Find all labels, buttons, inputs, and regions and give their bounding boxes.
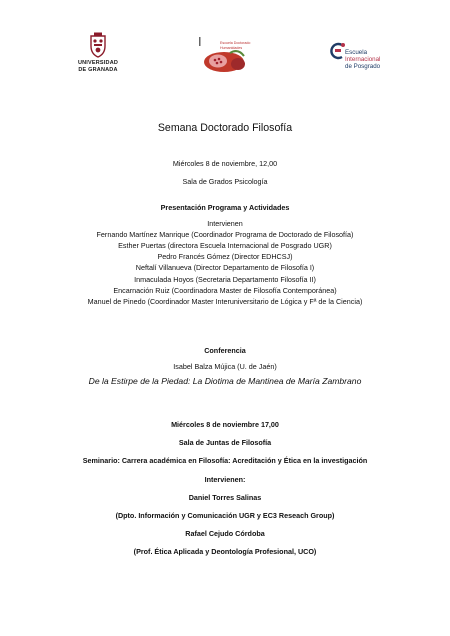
session2-speaker1: Daniel Torres Salinas bbox=[188, 492, 262, 502]
speaker-line: Neftalí Villanueva (Director Departamento de Filosofía I) bbox=[135, 263, 315, 273]
session1-place: Sala de Grados Psicología bbox=[182, 177, 268, 187]
pomegranate-logo bbox=[194, 34, 254, 74]
speaker-line: Manuel de Pinedo (Coordinador Master Interuniversitario de Lógica y Fª de la Ciencia) bbox=[87, 297, 363, 307]
session1-block bbox=[0, 158, 450, 307]
session2-speaker2: Rafael Cejudo Córdoba bbox=[185, 529, 265, 539]
session2-speaker2-affiliation: (Prof. Ética Aplicada y Deontología Profesional, UCO) bbox=[133, 547, 317, 557]
session2-intervienen: Intervienen: bbox=[204, 474, 246, 484]
epg-mark-icon bbox=[327, 41, 347, 61]
speaker-line: Pedro Francés Gómez (Director EDHCSJ) bbox=[157, 252, 293, 262]
ugr-logo-text: UNIVERSIDAD DE GRANADA bbox=[77, 60, 119, 73]
session1-date: Miércoles 8 de noviembre, 12,00 bbox=[172, 159, 278, 168]
session2-date: Miércoles 8 de noviembre 17,00 bbox=[171, 420, 279, 429]
epg-logo bbox=[327, 41, 399, 77]
ugr-crest-icon bbox=[87, 32, 109, 58]
session1-heading: Presentación Programa y Actividades bbox=[160, 203, 290, 213]
speaker-line: Esther Puertas (directora Escuela Internacional de Posgrado UGR) bbox=[118, 241, 332, 251]
page-title: Semana Doctorado Filosofía bbox=[157, 122, 293, 134]
conference-title: De la Estirpe de la Piedad: La Diotima de Mantinea de María Zambrano bbox=[88, 376, 362, 387]
session2-block bbox=[0, 419, 450, 558]
pomegranate-caption: Escuela Doctorado Humanidades bbox=[220, 41, 251, 50]
ugr-logo bbox=[70, 32, 126, 73]
title-block bbox=[0, 122, 450, 134]
conference-heading: Conferencia bbox=[204, 346, 246, 355]
epg-logo-text: Escuela Internacional de Posgrado bbox=[345, 49, 381, 70]
speaker-line: Inmaculada Hoyos (Secretaria Departamento Filosofía II) bbox=[134, 274, 316, 284]
session2-seminar: Seminario: Carrera académica en Filosofía: Acreditación y Ética en la investigación bbox=[82, 456, 368, 466]
speaker-line: Encarnación Ruiz (Coordinadora Master de Filosofía Contemporánea) bbox=[113, 285, 337, 295]
session2-place: Sala de Juntas de Filosofía bbox=[178, 438, 272, 448]
conference-speaker: Isabel Balza Mújica (U. de Jaén) bbox=[173, 362, 277, 372]
pomegranate-icon bbox=[194, 34, 254, 74]
conference-block bbox=[0, 345, 450, 386]
session1-intervienen: Intervienen bbox=[207, 218, 243, 228]
speaker-line: Fernando Martínez Manrique (Coordinador Programa de Doctorado de Filosofía) bbox=[96, 229, 354, 239]
session2-speaker1-affiliation: (Dpto. Información y Comunicación UGR y EC3 Reseach Group) bbox=[115, 511, 335, 521]
